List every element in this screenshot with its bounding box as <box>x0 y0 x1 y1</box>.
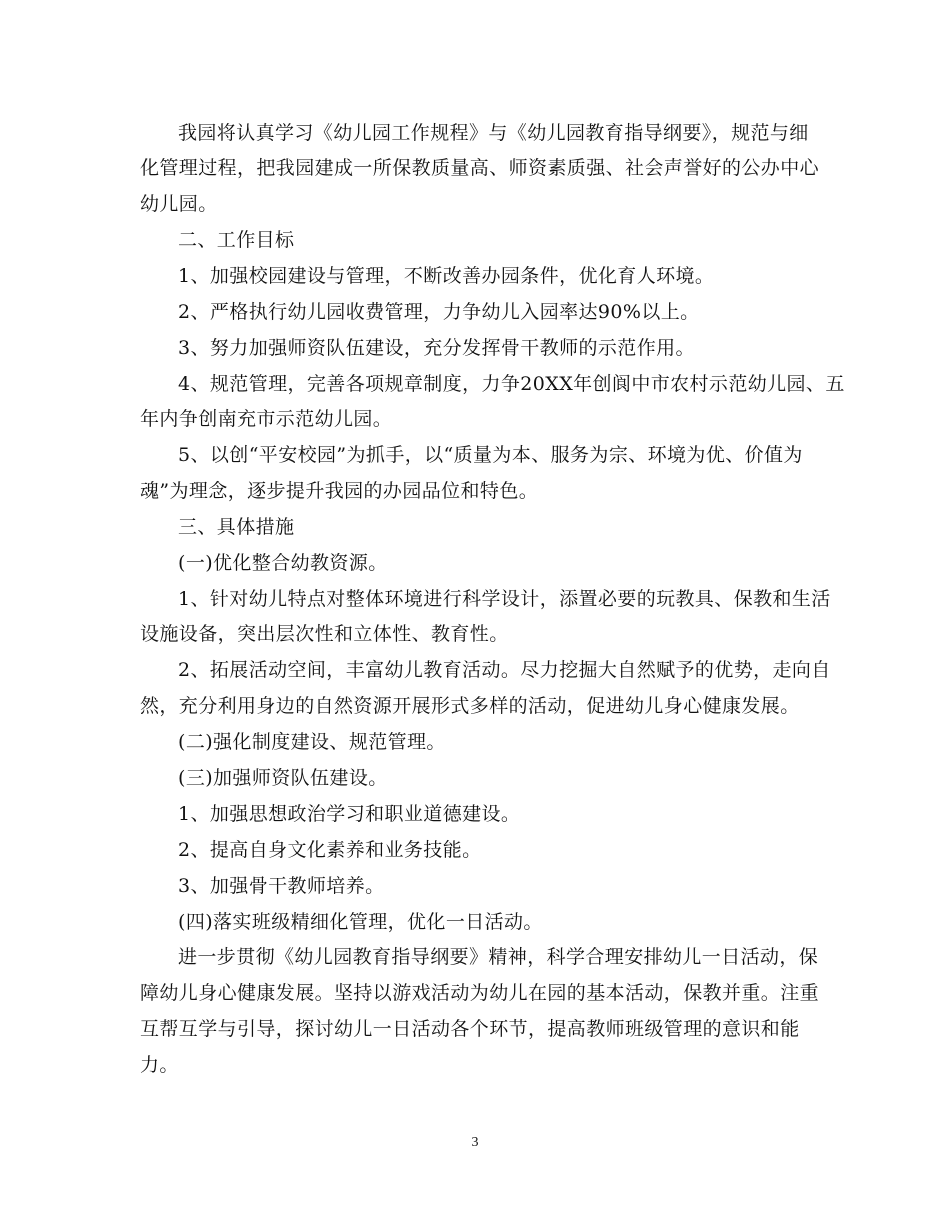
body-text-line: 年内争创南充市示范幼儿园。 <box>140 408 393 430</box>
body-text-line: 设施设备，突出层次性和立体性、教育性。 <box>140 623 509 645</box>
body-text-line: 化管理过程，把我园建成一所保教质量高、师资素质强、社会声誉好的公办中心 <box>140 157 820 179</box>
body-text-line: 力。 <box>140 1054 179 1076</box>
body-text-line: 幼儿园。 <box>140 193 218 215</box>
body-text-line: 然，充分利用身边的自然资源开展形式多样的活动，促进幼儿身心健康发展。 <box>140 695 800 717</box>
body-text-line: 3、加强骨干教师培养。 <box>178 875 385 897</box>
body-text-line: 互帮互学与引导，探讨幼儿一日活动各个环节，提高教师班级管理的意识和能 <box>140 1018 800 1040</box>
body-text-line: 我园将认真学习《幼儿园工作规程》与《幼儿园教育指导纲要》，规范与细 <box>178 122 809 144</box>
subsection-heading: (一)优化整合幼教资源。 <box>178 552 388 574</box>
body-text-line: 1、针对幼儿特点对整体环境进行科学设计，添置必要的玩教具、保教和生活 <box>178 588 831 610</box>
section-heading: 三、具体措施 <box>178 516 295 538</box>
body-text-line: 5、以创“平安校园”为抓手，以“质量为本、服务为宗、环境为优、价值为 <box>178 444 803 466</box>
section-heading: 二、工作目标 <box>178 229 295 251</box>
body-text-line: 障幼儿身心健康发展。坚持以游戏活动为幼儿在园的基本活动，保教并重。注重 <box>140 982 820 1004</box>
body-text-line: 4、规范管理，完善各项规章制度，力争20XX年创阆中市农村示范幼儿园、五 <box>178 373 845 395</box>
body-text-line: 魂”为理念，逐步提升我园的办园品位和特色。 <box>140 480 539 502</box>
body-text-line: 2、严格执行幼儿园收费管理，力争幼儿入园率达90%以上。 <box>178 301 700 323</box>
subsection-heading: (二)强化制度建设、规范管理。 <box>178 731 446 753</box>
body-text-line: 1、加强校园建设与管理，不断改善办园条件，优化育人环境。 <box>178 265 715 287</box>
subsection-heading: (三)加强师资队伍建设。 <box>178 767 388 789</box>
body-text-line: 进一步贯彻《幼儿园教育指导纲要》精神，科学合理安排幼儿一日活动，保 <box>178 946 819 968</box>
body-text-line: 2、拓展活动空间，丰富幼儿教育活动。尽力挖掘大自然赋予的优势，走向自 <box>178 659 831 681</box>
page-number: 3 <box>471 1135 479 1150</box>
body-text-line: 2、提高自身文化素养和业务技能。 <box>178 839 482 861</box>
subsection-heading: (四)落实班级精细化管理，优化一日活动。 <box>178 911 543 933</box>
body-text-line: 3、努力加强师资队伍建设，充分发挥骨干教师的示范作用。 <box>178 337 695 359</box>
body-text-line: 1、加强思想政治学习和职业道德建设。 <box>178 803 521 825</box>
